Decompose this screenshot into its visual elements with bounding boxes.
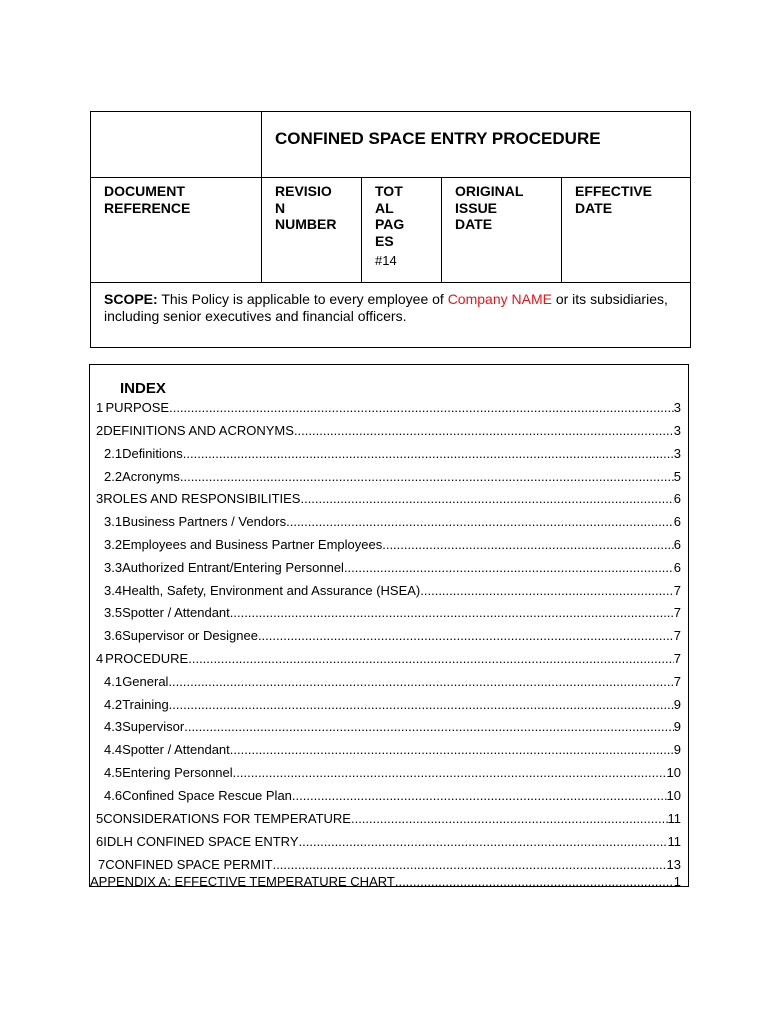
header-blank-cell (91, 112, 262, 178)
index-box (89, 364, 689, 887)
toc-entry-page: 3 (673, 400, 681, 415)
toc-entry-title: IDLH CONFINED SPACE ENTRY (103, 834, 299, 849)
toc-entry-page: 6 (673, 560, 681, 575)
toc-dot-leader (286, 513, 674, 531)
toc-entry-page: 7 (673, 674, 681, 689)
toc-entry-number: 5 (96, 811, 104, 826)
effective-date-header: EFFECTIVE DATE (562, 178, 691, 283)
toc-entry-page: 9 (673, 697, 681, 712)
toc-entry-number: 3 (96, 491, 104, 506)
toc-entry[interactable] (96, 833, 681, 851)
toc-dot-leader (233, 764, 667, 782)
toc-dot-leader (183, 445, 674, 463)
toc-dot-leader (188, 650, 674, 668)
toc-dot-leader (230, 604, 674, 622)
toc-entry-number: 3.4 (104, 583, 123, 598)
toc-entry-page: 7 (673, 628, 681, 643)
toc-entry-title: Health, Safety, Environment and Assurance (HSEA) (122, 583, 421, 598)
toc-entry-title: PURPOSE (105, 400, 170, 415)
toc-entry-title: Entering Personnel (122, 765, 233, 780)
toc-dot-leader (168, 673, 673, 691)
toc-entry[interactable] (96, 810, 681, 828)
toc-entry-number: 7 (98, 857, 106, 872)
total-pages-header: TOT AL PAG ES #14 (362, 178, 442, 283)
toc-entry[interactable] (96, 399, 681, 417)
toc-entry-title: CONFINED SPACE PERMIT (105, 857, 273, 872)
toc-entry-number: 2 (96, 423, 104, 438)
toc-entry-number: 3.5 (104, 605, 123, 620)
toc-entry-number: 4.6 (104, 788, 123, 803)
index-title: INDEX (120, 380, 166, 397)
toc-entry[interactable] (90, 873, 681, 891)
doc-reference-header: DOCUMENT REFERENCE (91, 178, 262, 283)
toc-entry-page: 6 (673, 537, 681, 552)
toc-entry[interactable] (96, 787, 681, 805)
toc-entry[interactable] (96, 468, 681, 486)
toc-entry-title: Acronyms (122, 469, 180, 484)
scope-statement (91, 283, 691, 348)
toc-entry-number: 4.1 (104, 674, 123, 689)
toc-entry-page: 6 (673, 491, 681, 506)
toc-entry-page: 5 (673, 469, 681, 484)
toc-entry-title: Confined Space Rescue Plan (122, 788, 292, 803)
toc-dot-leader (258, 627, 674, 645)
toc-entry[interactable] (96, 513, 681, 531)
toc-entry[interactable] (96, 718, 681, 736)
toc-entry[interactable] (96, 559, 681, 577)
toc-dot-leader (294, 422, 674, 440)
toc-dot-leader (351, 810, 668, 828)
revision-number-header: REVISIO N NUMBER (262, 178, 362, 283)
toc-entry[interactable] (96, 673, 681, 691)
toc-entry[interactable] (96, 741, 681, 759)
toc-entry-number: 2.1 (104, 446, 123, 461)
toc-entry-number: 4.3 (104, 719, 123, 734)
scope-label: SCOPE: (104, 291, 158, 307)
company-name: Company NAME (447, 291, 552, 307)
toc-entry-title: General (122, 674, 169, 689)
toc-entry-number: 3.1 (104, 514, 123, 529)
toc-dot-leader (299, 833, 668, 851)
toc-entry-number: 4.2 (104, 697, 123, 712)
toc-entry-page: 9 (673, 742, 681, 757)
toc-entry-page: 11 (667, 834, 681, 849)
toc-dot-leader (344, 559, 674, 577)
toc-entry-title: Spotter / Attendant (122, 605, 230, 620)
toc-entry-page: 7 (673, 583, 681, 598)
toc-entry-title: Supervisor or Designee (122, 628, 258, 643)
toc-entry-page: 7 (673, 605, 681, 620)
toc-entry-page: 3 (673, 423, 681, 438)
toc-entry-title: Employees and Business Partner Employees (122, 537, 383, 552)
toc-entry-page: 13 (666, 857, 681, 872)
toc-entry-page: 3 (673, 446, 681, 461)
toc-entry[interactable] (96, 604, 681, 622)
toc-entry[interactable] (96, 627, 681, 645)
document-header-table (90, 111, 691, 348)
toc-dot-leader (292, 787, 667, 805)
toc-entry-title: Authorized Entrant/Entering Personnel (122, 560, 344, 575)
toc-dot-leader (395, 873, 674, 891)
toc-entry[interactable] (96, 536, 681, 554)
toc-entry-number: 2.2 (104, 469, 123, 484)
toc-entry-title: DEFINITIONS AND ACRONYMS (103, 423, 294, 438)
toc-entry[interactable] (96, 490, 681, 508)
toc-entry-title: Training (122, 697, 169, 712)
toc-entry[interactable] (96, 422, 681, 440)
toc-dot-leader (180, 468, 674, 486)
toc-entry-title: CONSIDERATIONS FOR TEMPERATURE (103, 811, 351, 826)
toc-entry-page: 7 (673, 651, 681, 666)
total-pages-value: #14 (375, 253, 397, 268)
toc-dot-leader (273, 856, 667, 874)
toc-entry-title: Definitions (122, 446, 183, 461)
toc-dot-leader (169, 399, 674, 417)
toc-entry[interactable] (96, 582, 681, 600)
toc-entry-page: 6 (673, 514, 681, 529)
scope-text-1: This Policy is applicable to every employee of (157, 291, 448, 307)
toc-dot-leader (230, 741, 674, 759)
toc-entry[interactable] (96, 650, 681, 668)
toc-entry-number: 4 (96, 651, 104, 666)
toc-entry-number: 4.4 (104, 742, 123, 757)
toc-dot-leader (420, 582, 674, 600)
toc-entry-title: APPENDIX A: EFFECTIVE TEMPERATURE CHART (90, 874, 395, 889)
toc-entry-number: 3.3 (104, 560, 123, 575)
toc-entry-number: 6 (96, 834, 104, 849)
toc-entry[interactable] (96, 764, 681, 782)
toc-entry[interactable] (96, 856, 681, 874)
toc-entry-page: 10 (666, 788, 681, 803)
toc-entry-number: 1 (96, 400, 104, 415)
toc-entry-page: 11 (667, 811, 681, 826)
toc-entry-number: 4.5 (104, 765, 123, 780)
toc-entry-page: 1 (673, 874, 681, 889)
toc-entry-title: Business Partners / Vendors (122, 514, 287, 529)
toc-entry-title: Supervisor (122, 719, 185, 734)
toc-entry-page: 9 (673, 719, 681, 734)
toc-entry[interactable] (96, 445, 681, 463)
toc-entry-number: 3.2 (104, 537, 123, 552)
scope-text-2: or its subsidiaries, including senior executives and financial officers. (104, 291, 668, 324)
toc-entry-title: PROCEDURE (105, 651, 189, 666)
document-title: CONFINED SPACE ENTRY PROCEDURE (262, 112, 691, 178)
toc-dot-leader (184, 718, 674, 736)
toc-entry-title: ROLES AND RESPONSIBILITIES (103, 491, 301, 506)
toc-dot-leader (382, 536, 674, 554)
original-issue-date-header: ORIGINAL ISSUE DATE (442, 178, 562, 283)
toc-entry-page: 10 (666, 765, 681, 780)
toc-dot-leader (300, 490, 673, 508)
toc-dot-leader (169, 696, 674, 714)
toc-entry-number: 3.6 (104, 628, 123, 643)
toc-entry[interactable] (96, 696, 681, 714)
toc-entry-title: Spotter / Attendant (122, 742, 230, 757)
